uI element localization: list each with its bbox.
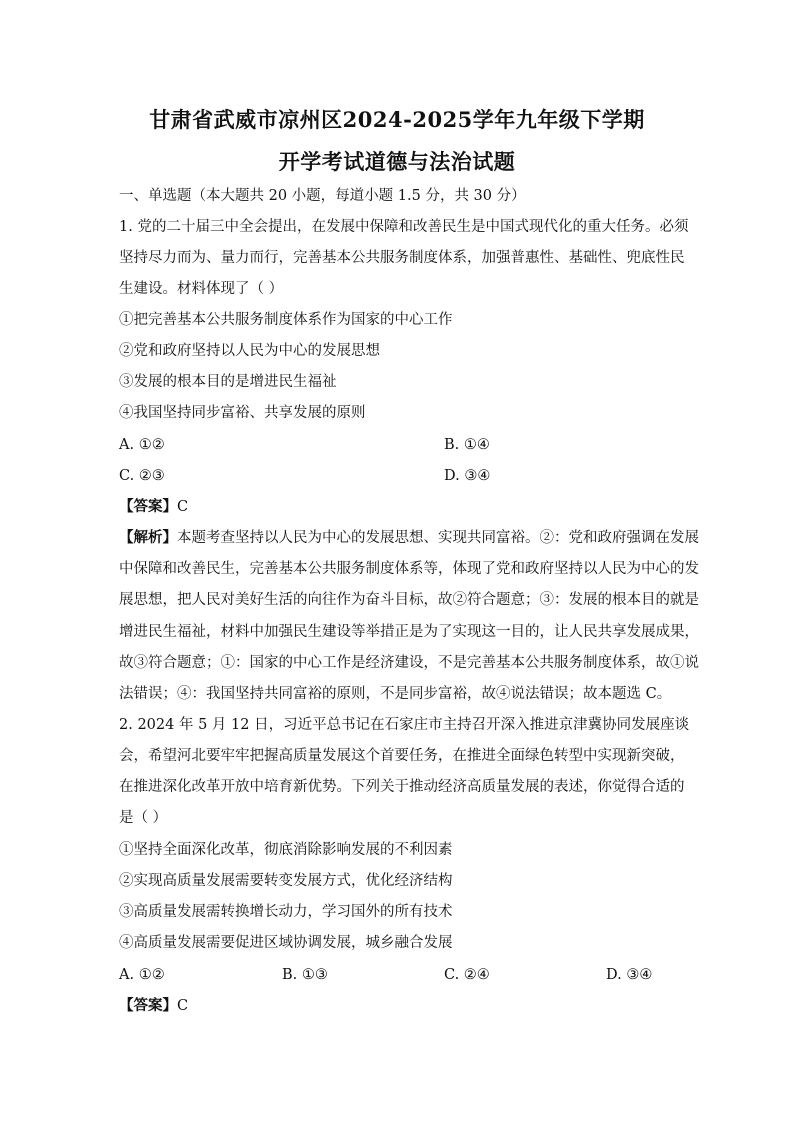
q2-stem-line: 在推进深化改革开放中培育新优势。下列关于推动经济高质量发展的表述，你觉得合适的 (119, 779, 685, 795)
q2-option-c: C. ②④ (444, 967, 490, 983)
q1-answer-label: 【答案】 (119, 498, 177, 515)
q1-stem-line: 生建设。材料体现了（ ） (119, 281, 284, 297)
q2-stem-line: 会，希望河北要牢牢把握高质量发展这个首要任务，在推进全面绿色转型中实现新突破， (119, 748, 685, 764)
q1-statement: ②党和政府坚持以人民为中心的发展思想 (119, 343, 380, 359)
q1-analysis-label: 【解析】 (119, 529, 177, 546)
q1-option-c: C. ②③ (119, 468, 165, 484)
q1-analysis-line: 中保障和改善民生，完善基本公共服务制度体系等，体现了党和政府坚持以人民为中心的发 (119, 561, 699, 577)
q2-answer-value: C (177, 998, 189, 1014)
q1-option-b: B. ①④ (444, 437, 490, 453)
q2-answer (119, 996, 188, 1016)
q1-analysis-line: 法错误；④：我国坚持共同富裕的原则，不是同步富裕，故④说法错误；故本题选 C。 (119, 686, 672, 702)
q2-statement: ①坚持全面深化改革，彻底消除影响发展的不利因素 (119, 842, 453, 858)
q1-option-d: D. ③④ (444, 468, 491, 484)
q1-answer (119, 497, 188, 517)
q1-stem-line: 1. 党的二十届三中全会提出，在发展中保障和改善民生是中国式现代化的重大任务。必须 (119, 219, 689, 235)
q1-statement: ①把完善基本公共服务制度体系作为国家的中心工作 (119, 312, 453, 328)
q1-statement: ④我国坚持同步富裕、共享发展的原则 (119, 405, 366, 421)
q1-answer-value: C (177, 499, 189, 515)
q2-answer-label: 【答案】 (119, 997, 177, 1014)
document-title-line2: 开学考试道德与法治试题 (278, 149, 516, 174)
q1-analysis-line: 故③符合题意；①：国家的中心工作是经济建设，不是完善基本公共服务制度体系，故①说 (119, 655, 699, 671)
q2-stem-line: 是（ ） (119, 810, 168, 826)
q2-option-b: B. ①③ (282, 967, 328, 983)
q1-analysis-line (119, 528, 699, 548)
document-title-line1: 甘肃省武威市凉州区2024-2025学年九年级下学期 (149, 107, 645, 132)
q1-statement: ③发展的根本目的是增进民生福祉 (119, 374, 337, 390)
q2-statement: ②实现高质量发展需要转变发展方式，优化经济结构 (119, 873, 453, 889)
q1-option-a: A. ①② (119, 437, 165, 453)
q1-analysis-line: 展思想，把人民对美好生活的向往作为奋斗目标，故②符合题意；③：发展的根本目的就是 (119, 592, 699, 608)
q1-analysis-line: 增进民生福祉，材料中加强民生建设等举措正是为了实现这一目的，让人民共享发展成果， (119, 624, 699, 640)
q2-stem-line: 2. 2024 年 5 月 12 日，习近平总书记在石家庄市主持召开深入推进京津冀协同发展座谈 (119, 717, 690, 733)
section-heading: 一、单选题（本大题共 20 小题，每道小题 1.5 分，共 30 分） (119, 188, 526, 204)
q2-option-d: D. ③④ (606, 967, 653, 983)
q2-option-a: A. ①② (119, 967, 165, 983)
q1-stem-line: 坚持尽力而为、量力而行，完善基本公共服务制度体系，加强普惠性、基础性、兜底性民 (119, 250, 685, 266)
q2-statement: ④高质量发展需要促进区域协调发展，城乡融合发展 (119, 935, 453, 951)
q2-statement: ③高质量发展需转换增长动力，学习国外的所有技术 (119, 904, 453, 920)
q1-analysis-text: 本题考查坚持以人民为中心的发展思想、实现共同富裕。②：党和政府强调在发展 (177, 530, 699, 546)
